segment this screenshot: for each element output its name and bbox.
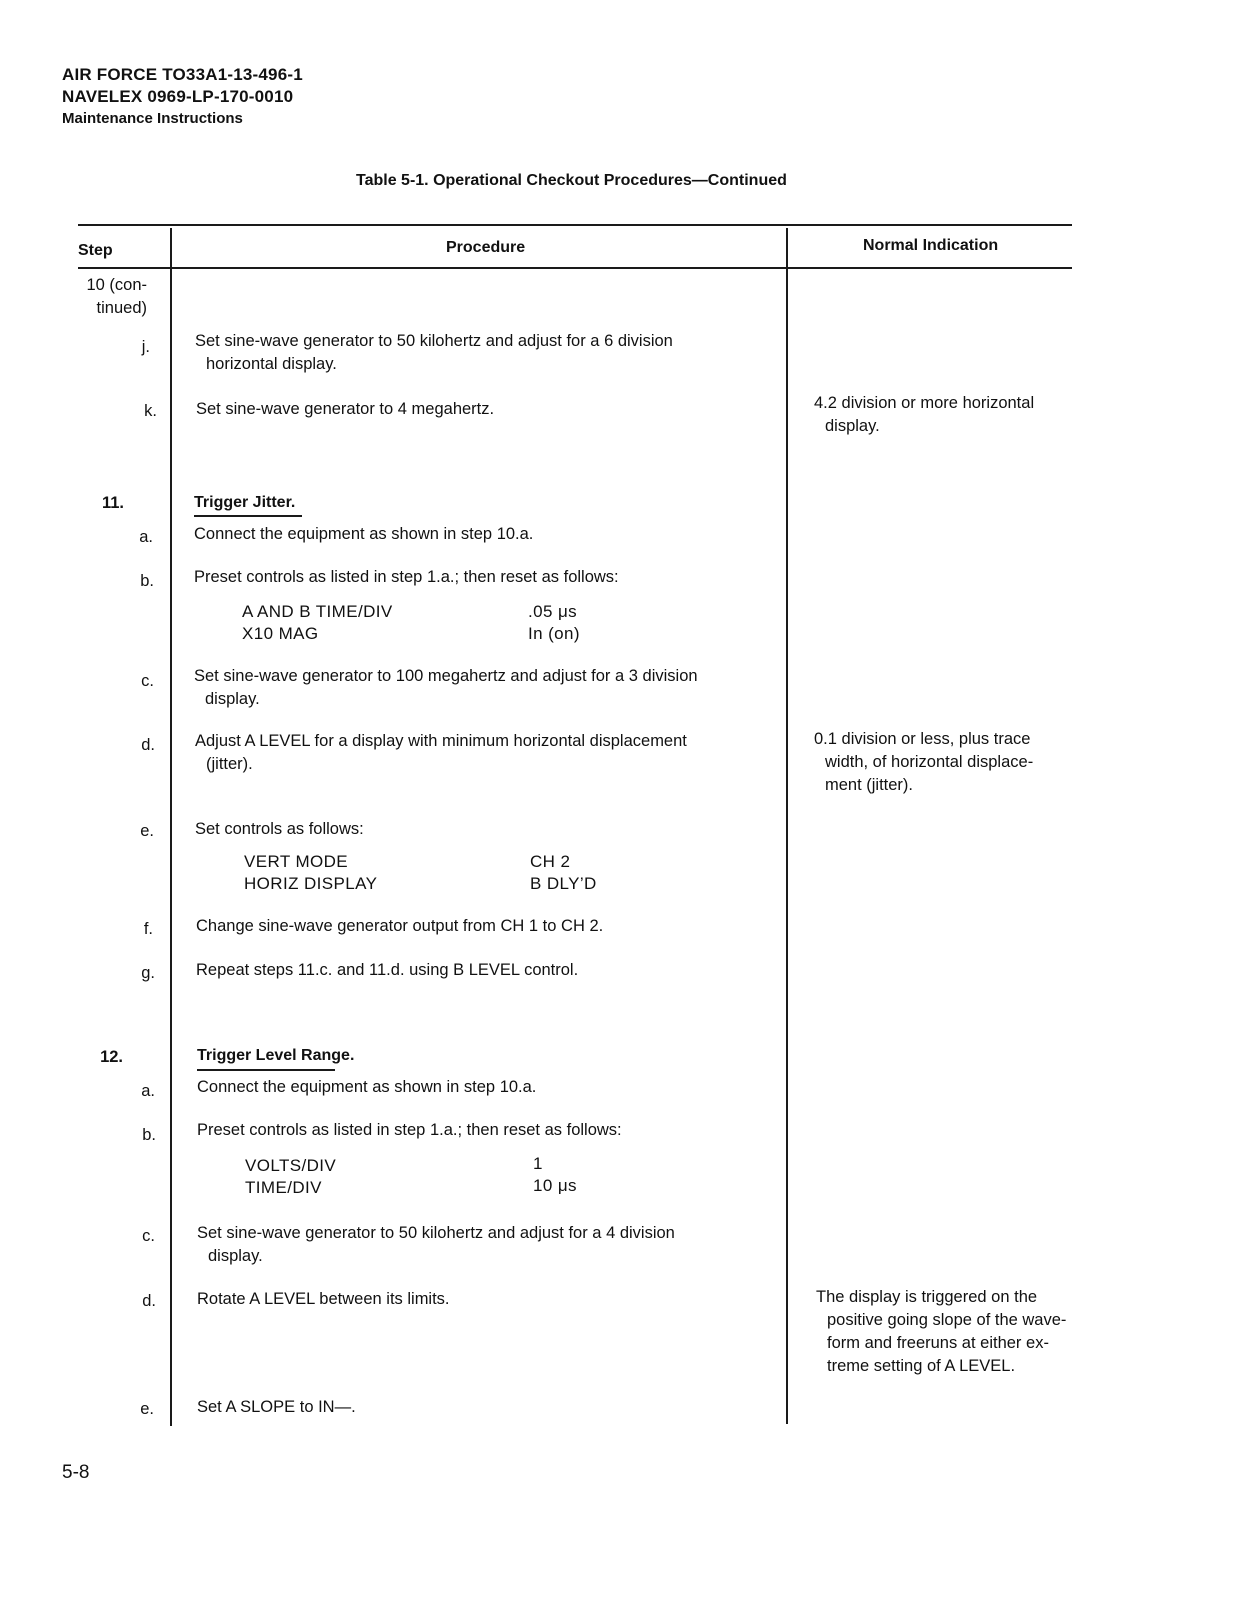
heading-trigger-jitter: Trigger Jitter.: [194, 494, 296, 511]
procedure-12e: Set A SLOPE to IN—.: [197, 1398, 356, 1416]
procedure-11c: [194, 665, 698, 711]
procedure-10j-line1: Set sine-wave generator to 50 kilohertz and adjust for a 6 division: [195, 332, 673, 350]
procedure-12a: Connect the equipment as shown in step 10.a.: [197, 1078, 537, 1096]
step-11d: d.: [141, 736, 155, 754]
indication-10k-line2: display.: [825, 417, 880, 435]
setting-name: HORIZ DISPLAY: [244, 874, 378, 893]
procedure-12b: Preset controls as listed in step 1.a.; then reset as follows:: [197, 1121, 622, 1139]
setting-value: B DLY’D: [530, 874, 597, 893]
indication-12d: [816, 1286, 1066, 1378]
indication-10k: [814, 392, 1034, 438]
procedure-11e: Set controls as follows:: [195, 820, 364, 838]
setting-value: In (on): [528, 624, 580, 643]
column-header-procedure: Procedure: [446, 239, 526, 256]
table-top-rule: [78, 224, 1072, 226]
procedure-12d: Rotate A LEVEL between its limits.: [197, 1290, 450, 1308]
indication-11d-line1: 0.1 division or less, plus trace: [814, 730, 1031, 748]
step-11b: b.: [140, 572, 154, 590]
procedure-11d-line1: Adjust A LEVEL for a display with minimum horizontal displacement: [195, 732, 687, 750]
header-air-force-number: AIR FORCE TO33A1-13-496-1: [62, 65, 303, 84]
step-11: 11.: [101, 494, 124, 512]
indication-12d-line3: form and freeruns at either ex-: [827, 1334, 1049, 1352]
indication-10k-line1: 4.2 division or more horizontal: [814, 394, 1035, 412]
procedure-12c-line2: display.: [208, 1247, 263, 1265]
step-12d: d.: [142, 1292, 156, 1310]
procedure-11c-line2: display.: [205, 690, 260, 708]
setting-value: 1: [533, 1154, 543, 1173]
procedure-11c-line1: Set sine-wave generator to 100 megahertz and adjust for a 3 division: [194, 667, 698, 685]
setting-value: .05 μs: [528, 602, 578, 621]
procedure-11d-line2: (jitter).: [206, 755, 253, 773]
procedure-11g: Repeat steps 11.c. and 11.d. using B LEVEL control.: [196, 961, 579, 979]
setting-name: TIME/DIV: [245, 1178, 322, 1197]
step-12b: b.: [142, 1126, 156, 1144]
setting-name: A AND B TIME/DIV: [242, 602, 393, 621]
step-12c: c.: [142, 1227, 155, 1245]
step-12a: a.: [141, 1082, 155, 1100]
step-11e: e.: [140, 822, 154, 840]
procedure-12c: [197, 1222, 675, 1268]
table-title: Table 5-1. Operational Checkout Procedures—Continued: [356, 172, 787, 189]
procedure-11f: Change sine-wave generator output from CH 1 to CH 2.: [196, 917, 604, 935]
setting-value: CH 2: [530, 852, 571, 871]
setting-name: VOLTS/DIV: [245, 1156, 337, 1175]
column-header-normal-indication: Normal Indication: [863, 237, 999, 254]
procedure-10k: Set sine-wave generator to 4 megahertz.: [196, 400, 495, 418]
procedure-11d: [195, 730, 687, 776]
setting-name: X10 MAG: [242, 624, 319, 643]
indication-12d-line2: positive going slope of the wave-: [827, 1311, 1067, 1329]
indication-12d-line4: treme setting of A LEVEL.: [827, 1357, 1016, 1375]
step-12e: e.: [140, 1400, 154, 1418]
header-subtitle: Maintenance Instructions: [62, 110, 243, 127]
header-navelex-number: NAVELEX 0969-LP-170-0010: [62, 87, 294, 106]
procedure-10j-line2: horizontal display.: [206, 355, 337, 373]
heading-trigger-jitter-underline: [194, 515, 302, 517]
indication-12d-line1: The display is triggered on the: [816, 1288, 1038, 1306]
indication-11d-line2: width, of horizontal displace-: [825, 753, 1034, 771]
step-10k: k.: [144, 402, 157, 420]
step-12: 12.: [100, 1048, 123, 1066]
step-11f: f.: [143, 920, 153, 938]
heading-trigger-level-range: Trigger Level Range.: [197, 1047, 355, 1064]
step-10-continued: 10 (con- tinued): [86, 276, 147, 317]
setting-name: VERT MODE: [244, 852, 349, 871]
indication-11d-line3: ment (jitter).: [825, 776, 914, 794]
step-11g: g.: [141, 964, 155, 982]
procedure-10j: [195, 330, 673, 376]
column-divider-step: [170, 228, 172, 1426]
heading-trigger-level-range-underline: [197, 1069, 335, 1071]
indication-11d: [814, 728, 1033, 797]
step-10j: j.: [141, 338, 150, 356]
setting-value: 10 μs: [533, 1176, 577, 1195]
document-header: [62, 64, 303, 130]
procedure-12c-line1: Set sine-wave generator to 50 kilohertz and adjust for a 4 division: [197, 1224, 675, 1242]
step-11c: c.: [141, 672, 154, 690]
procedure-11b: Preset controls as listed in step 1.a.; then reset as follows:: [194, 568, 619, 586]
table-header-rule: [78, 267, 1072, 269]
page-number: 5-8: [62, 1462, 90, 1483]
column-header-step: Step: [78, 242, 113, 259]
step-11a: a.: [139, 528, 153, 546]
column-divider-procedure: [786, 228, 788, 1424]
procedure-11a: Connect the equipment as shown in step 10.a.: [194, 525, 534, 543]
